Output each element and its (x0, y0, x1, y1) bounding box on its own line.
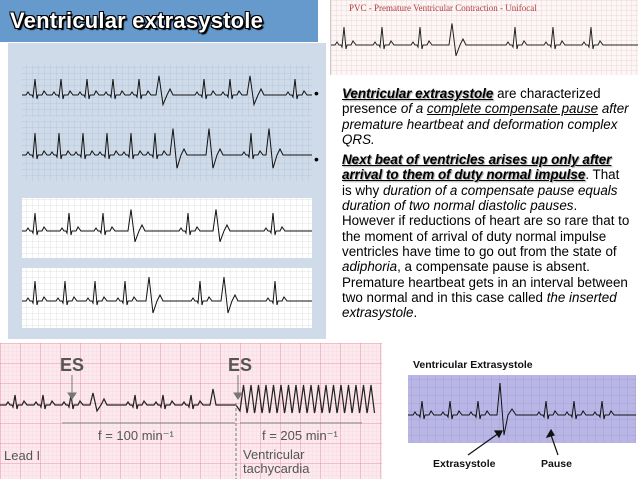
slide-title: Ventricular extrasystole (10, 8, 264, 33)
bullet-2-fragment: . (413, 305, 418, 321)
bullet-1-fragment: complete compensate pause (426, 101, 599, 117)
bullet-2-fragment: adiphoria (342, 259, 398, 275)
bullet-2-fragment: , a compensate pause is absent. Premature heartbeat gets in an interval between two normal and in this case called (342, 259, 628, 305)
lead-label: Lead I (4, 448, 41, 463)
rate-label-1: f = 100 min⁻¹ (98, 428, 174, 443)
bullet-1-fragment: Ventricular extrasystole (342, 86, 494, 101)
bullet-2-fragment: duration of a compensate pause equals duration of two normal diastolic pauses (342, 182, 618, 214)
explanation-text (312, 86, 630, 325)
bullet-dot: • (314, 85, 319, 101)
extrasystole-label: Extrasystole (433, 458, 496, 470)
ecg-strip-1-grid (22, 65, 312, 117)
bullet-1 (312, 86, 630, 147)
bullet-1-fragment: are characterized presence (342, 86, 601, 117)
bullet-1-text (342, 86, 629, 147)
bullet-2-fragment: Next beat of ventricles arises up only after arrival to them of duty normal impulse (342, 152, 612, 183)
bullet-1-fragment: after premature heartbeat and deformation complex QRS. (342, 101, 629, 147)
es-label-2: ES (228, 355, 253, 375)
bullet-2-fragment: . However if reductions of heart are so rare that to the moment of arrival of duty normal impulse ventricles have time to go out from the state of (342, 198, 630, 259)
rate-label-2: f = 205 min⁻¹ (262, 428, 338, 443)
bullet-2-fragment: the inserted extrasystole (342, 289, 617, 321)
bullet-2-text (342, 152, 629, 320)
es-label-1: ES (60, 355, 85, 375)
ve-panel-title: Ventricular Extrasystole (413, 359, 533, 371)
ve-svg (403, 355, 638, 479)
bullet-dot: • (314, 151, 319, 168)
pvc-ecg-strip (330, 0, 638, 75)
ecg-strips-svg (8, 43, 326, 339)
bullet-1-fragment: of a (400, 101, 427, 117)
es-ecg-panel (0, 343, 382, 479)
ecg-strips-panel (8, 43, 326, 339)
ventricular-extrasystole-panel (403, 355, 638, 479)
pvc-strip-caption: PVC - Premature Ventricular Contraction - Unifocal (349, 3, 537, 13)
vt-label-line2: tachycardia (243, 461, 310, 476)
es-ecg-svg (0, 343, 382, 479)
pause-label: Pause (541, 458, 572, 470)
bullet-2 (312, 152, 630, 320)
bullet-2-fragment: . That is why (342, 167, 620, 198)
vt-label-line1: Ventricular (243, 447, 305, 462)
